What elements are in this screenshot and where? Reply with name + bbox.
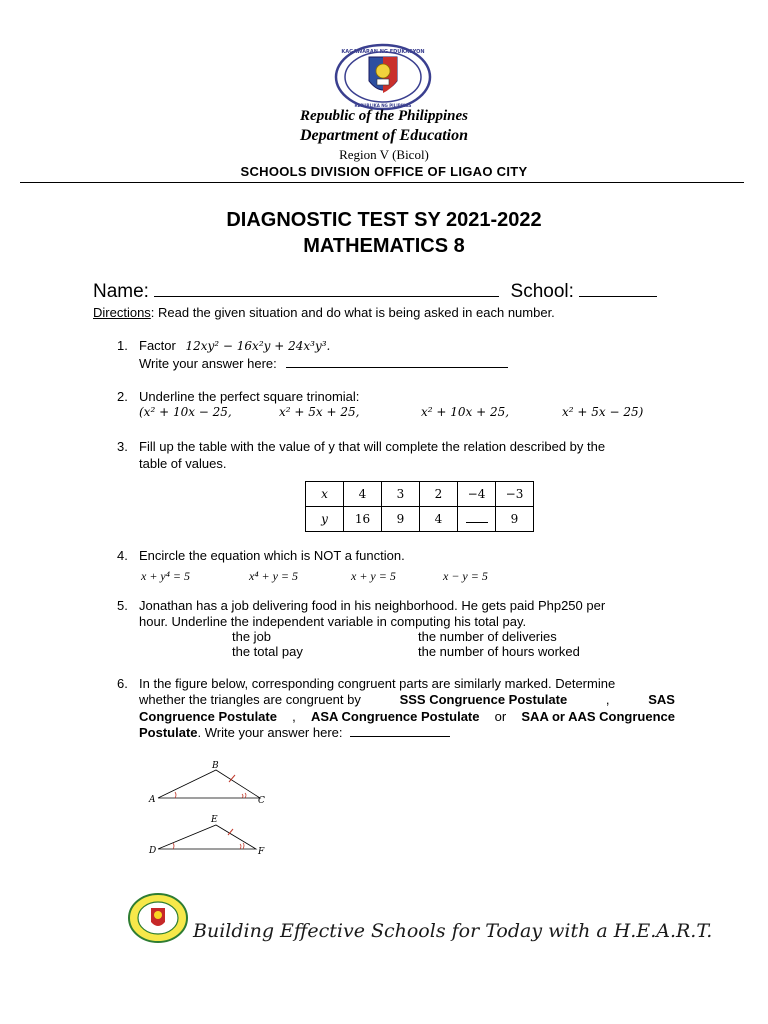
table-header-y: y [306,507,344,532]
q6-or: or [494,709,507,724]
table-cell: 3 [382,482,420,507]
q5-choice-hours[interactable]: the number of hours worked [418,644,580,659]
q4-option-1[interactable]: x + y⁴ = 5 [141,569,191,583]
table-answer-cell[interactable] [458,507,496,532]
q6-line4 [139,725,450,740]
q4-number: 4. [117,548,128,563]
vertex-b: B [212,761,219,771]
q2-option-4[interactable]: x² + 5x − 25) [562,405,644,419]
table-cell: 16 [344,507,382,532]
q4-option-3[interactable]: x + y = 5 [351,569,396,583]
triangles-figure [140,758,275,858]
republic-line: Republic of the Philippines [300,108,468,124]
q6-comma: , [605,692,610,707]
q6-saa: SAA or AAS Congruence [521,709,675,724]
q6-answer-prompt: . Write your answer here: [197,725,343,740]
division-line: SCHOOLS DIVISION OFFICE OF LIGAO CITY [240,164,528,179]
division-logo [127,892,189,944]
q2-text: Underline the perfect square trinomial: [139,389,360,404]
school-label: School: [510,281,574,302]
q2-number: 2. [117,389,128,404]
q6-line2-text: whether the triangles are congruent by [139,692,361,707]
q3-text-line1: Fill up the table with the value of y that will complete the relation described by the [139,439,606,454]
footer-slogan: Building Effective Schools for Today with a H.E.A.R.T. [193,920,713,942]
q2-option-2[interactable]: x² + 5x + 25, [279,405,360,419]
q1-answer-field[interactable] [286,367,508,368]
q1-prompt: Factor [139,338,176,353]
q6-sas-cont: Congruence Postulate [139,709,277,724]
q5-choice-deliveries[interactable]: the number of deliveries [418,629,557,644]
q6-number: 6. [117,676,128,691]
q6-line1: In the figure below, corresponding congruent parts are similarly marked. Determine [139,676,616,691]
table-cell: 4 [420,507,458,532]
directions-label: Directions [93,305,151,320]
vertex-a: A [149,795,156,805]
table-header-x: x [306,482,344,507]
table-cell: −3 [496,482,534,507]
q6-answer-field[interactable] [350,736,450,737]
table-row-y [306,507,534,532]
q5-text-line1: Jonathan has a job delivering food in his neighborhood. He gets paid Php250 per [139,598,606,613]
q1-text [139,338,330,353]
q1-expression: 12xy² − 16x²y + 24x³y³. [185,339,331,353]
department-line: Department of Education [299,127,468,144]
seal-lettering-bottom: REPUBLIKA NG PILIPINAS [354,103,412,108]
vertex-f: F [258,847,265,857]
q4-option-2[interactable]: x⁴ + y = 5 [249,569,299,583]
q6-comma: , [292,709,296,724]
q4-text: Encircle the equation which is NOT a function. [139,548,405,563]
directions-text: : Read the given situation and do what is being asked in each number. [150,305,555,320]
table-cell: 9 [382,507,420,532]
q1-number: 1. [117,338,128,353]
q5-number: 5. [117,598,128,613]
q6-sas: SAS [648,692,675,707]
q4-option-4[interactable]: x − y = 5 [443,569,488,583]
name-school-row [93,281,657,303]
subject-title: MATHEMATICS 8 [303,235,465,257]
q5-choice-job[interactable]: the job [232,629,272,644]
header-divider [20,182,744,183]
table-cell: 4 [344,482,382,507]
q1-answer-prompt: Write your answer here: [139,356,277,371]
values-table [305,481,534,532]
q1-answer-row [139,356,508,371]
vertex-c: C [258,796,265,806]
table-cell: −4 [458,482,496,507]
q2-option-3[interactable]: x² + 10x + 25, [421,405,510,419]
name-field[interactable] [154,296,499,297]
table-cell: 9 [496,507,534,532]
name-label: Name: [93,281,149,302]
q2-option-1[interactable]: (x² + 10x − 25, [139,405,232,419]
table-row-x [306,482,534,507]
q5-choice-total-pay[interactable]: the total pay [232,644,303,659]
seal-lettering: KAGAWARAN NG EDUKASYON [341,49,425,55]
q3-number: 3. [117,439,128,454]
directions [93,305,555,320]
region-line: Region V (Bicol) [339,147,429,162]
q5-text-line2: hour. Underline the independent variable in computing his total pay. [139,614,527,629]
vertex-d: D [149,846,157,856]
q6-sss: SSS Congruence Postulate [399,692,568,707]
q6-line2 [139,692,675,707]
triangle-abc [158,770,260,798]
q3-text-line2: table of values. [139,456,227,471]
deped-seal [333,43,433,111]
vertex-e: E [211,815,218,825]
test-title: DIAGNOSTIC TEST SY 2021-2022 [226,209,542,231]
school-field[interactable] [579,296,657,297]
q6-line3 [139,709,675,724]
table-cell: 2 [420,482,458,507]
q6-asa: ASA Congruence Postulate [310,709,480,724]
q6-postulate: Postulate [139,725,198,740]
